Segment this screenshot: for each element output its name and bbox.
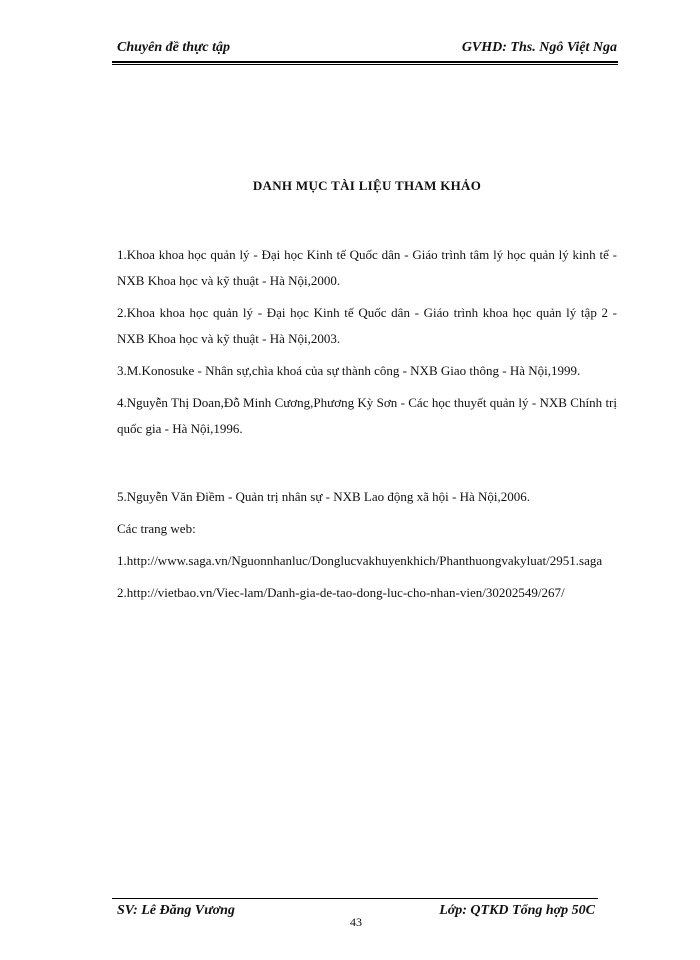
page-title: DANH MỤC TÀI LIỆU THAM KHẢO (252, 178, 482, 193)
web-link: 1.http://www.saga.vn/Nguonnhanluc/Donglucvakhuyenkhich/Phanthuongvakyluat/2951.saga (117, 553, 603, 568)
footer-student: SV: Lê Đăng Vương (117, 903, 235, 918)
reference-item: 3.M.Konosuke - Nhân sự,chìa khoá của sự thành công - NXB Giao thông - Hà Nội,1999. (117, 363, 581, 378)
header-subject: Chuyên đề thực tập (117, 40, 231, 55)
header-advisor: GVHD: Ths. Ngô Việt Nga (461, 40, 617, 55)
page-header (117, 40, 617, 60)
page-number: 43 (350, 915, 362, 929)
reference-item: 2.Khoa khoa học quản lý - Đại học Kinh tế Quốc dân - Giáo trình khoa học quản lý tập 2 - NXB Khoa học và kỹ thuật - Hà Nội,2003. (117, 305, 617, 346)
reference-list (117, 242, 617, 612)
reference-item: 1.Khoa khoa học quản lý - Đại học Kinh tế Quốc dân - Giáo trình tâm lý học quản lý kinh tế - NXB Khoa học và kỹ thuật - Hà Nội,2000. (117, 247, 617, 288)
web-link: 2.http://vietbao.vn/Viec-lam/Danh-gia-de-tao-dong-luc-cho-nhan-vien/30202549/267/ (117, 585, 565, 600)
reference-item: 4.Nguyễn Thị Doan,Đỗ Minh Cương,Phương Kỳ Sơn - Các học thuyết quản lý - NXB Chính trị quốc gia - Hà Nội,1996. (117, 395, 617, 436)
header-divider (112, 61, 618, 65)
web-heading: Các trang web: (117, 521, 196, 536)
footer-class: Lớp: QTKD Tổng hợp 50C (439, 903, 595, 918)
reference-item: 5.Nguyễn Văn Điềm - Quản trị nhân sự - NXB Lao động xã hội - Hà Nội,2006. (117, 489, 530, 504)
footer-divider (112, 898, 598, 899)
